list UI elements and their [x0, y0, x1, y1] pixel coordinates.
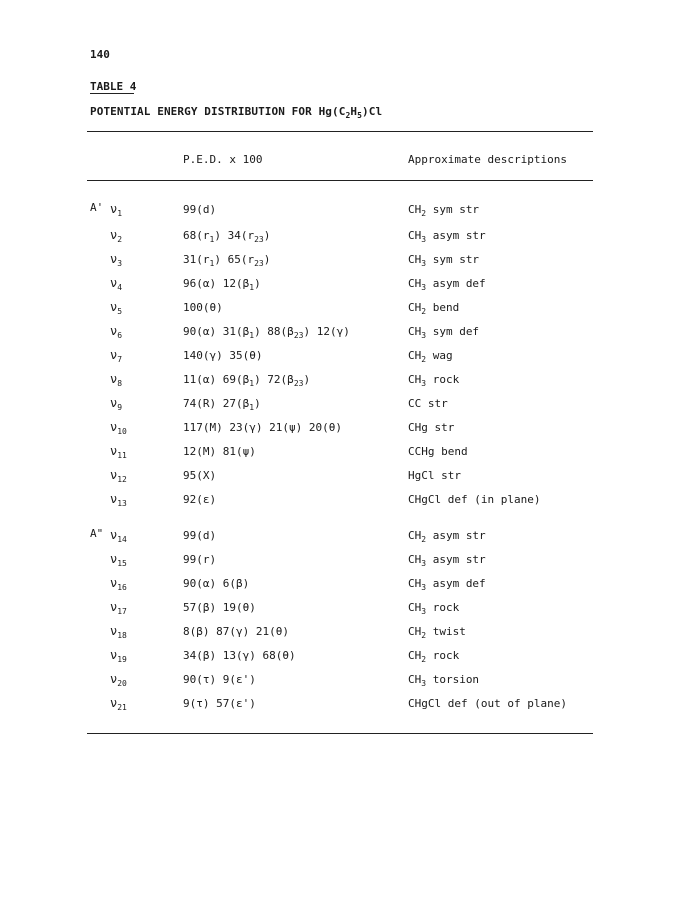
- mode-label: $\nu_{21}$: [110, 696, 127, 712]
- mode-label: $\nu_{17}$: [110, 600, 127, 616]
- mode-label: $\nu_3$: [110, 252, 123, 268]
- ped-cell: 12(M) 81(ψ): [183, 445, 256, 458]
- ped-cell: 11(α) $69(\beta_1)$ $72(\beta_{23})$: [183, 373, 311, 388]
- description-cell: $CH_3$ asym str: [408, 553, 486, 568]
- symmetry-species-a-double-prime: A": [90, 527, 104, 540]
- ped-cell: 99(d): [183, 529, 217, 542]
- mode-label: $\nu_{11}$: [110, 444, 127, 460]
- ped-cell: 34(β) 13(γ) 68(θ): [183, 649, 296, 662]
- symmetry-species-a-prime: A': [90, 201, 104, 214]
- mode-label: $\nu_{16}$: [110, 576, 127, 592]
- description-cell: CHgCl def (out of plane): [408, 697, 567, 710]
- ped-cell: 92(ε): [183, 493, 217, 506]
- description-cell: $CH_3$ asym def: [408, 277, 486, 292]
- description-cell: CC str: [408, 397, 448, 410]
- description-cell: CHg str: [408, 421, 455, 434]
- column-header-ped: P.E.D. x 100: [183, 153, 263, 166]
- mode-label: $\nu_4$: [110, 276, 123, 292]
- ped-cell: 57(β) 19(θ): [183, 601, 256, 614]
- ped-cell: 9(τ) 57(ε'): [183, 697, 256, 710]
- description-cell: $CH_3$ sym def: [408, 325, 480, 340]
- ped-cell: 90(τ) 9(ε'): [183, 673, 256, 686]
- description-cell: $CH_2$ wag: [408, 349, 453, 364]
- mode-label: $\nu_{14}$: [110, 528, 127, 544]
- description-cell: $CH_3$ torsion: [408, 673, 480, 688]
- ped-cell: 100(θ): [183, 301, 223, 314]
- description-cell: $CH_2$ bend: [408, 301, 460, 316]
- mode-label: $\nu_{12}$: [110, 468, 127, 484]
- mode-label: $\nu_5$: [110, 300, 123, 316]
- description-cell: $CH_3$ asym str: [408, 229, 486, 244]
- header-bottom-rule: [87, 180, 593, 181]
- ped-cell: 99(r): [183, 553, 217, 566]
- description-cell: $CH_2$ rock: [408, 649, 460, 664]
- description-cell: CHgCl def (in plane): [408, 493, 541, 506]
- ped-cell: $31(r_1)$ $65(r_{23})$: [183, 253, 271, 268]
- mode-label: $\nu_{15}$: [110, 552, 127, 568]
- table-label: TABLE 4: [90, 80, 137, 93]
- table-top-rule: [87, 131, 593, 132]
- mode-label: $\nu_1$: [110, 202, 123, 218]
- ped-cell: 99(d): [183, 203, 217, 216]
- description-cell: $CH_3$ asym def: [408, 577, 486, 592]
- mode-label: $\nu_{13}$: [110, 492, 127, 508]
- description-cell: $CH_2$ sym str: [408, 203, 480, 218]
- table-label-underline: [90, 93, 134, 94]
- ped-cell: 117(M) 23(γ) 21(ψ) 20(θ): [183, 421, 342, 434]
- mode-label: $\nu_7$: [110, 348, 123, 364]
- ped-cell: 95(X): [183, 469, 217, 482]
- description-cell: $CH_3$ rock: [408, 373, 460, 388]
- ped-cell: 74(R) $27(\beta_1)$: [183, 397, 261, 412]
- description-cell: CCHg bend: [408, 445, 468, 458]
- page-number: 140: [90, 48, 110, 61]
- description-cell: HgCl str: [408, 469, 461, 482]
- mode-label: $\nu_{10}$: [110, 420, 127, 436]
- mode-label: $\nu_{19}$: [110, 648, 127, 664]
- description-cell: $CH_2$ twist: [408, 625, 466, 640]
- ped-cell: 8(β) 87(γ) 21(θ): [183, 625, 289, 638]
- ped-cell: 140(γ) 35(θ): [183, 349, 263, 362]
- mode-label: $\nu_{20}$: [110, 672, 127, 688]
- ped-cell: $68(r_1)$ $34(r_{23})$: [183, 229, 271, 244]
- mode-label: $\nu_{18}$: [110, 624, 127, 640]
- mode-label: $\nu_9$: [110, 396, 123, 412]
- ped-cell: 96(α) $12(\beta_1)$: [183, 277, 261, 292]
- column-header-descriptions: Approximate descriptions: [408, 153, 567, 166]
- table-bottom-rule: [87, 733, 593, 734]
- description-cell: $CH_2$ asym str: [408, 529, 486, 544]
- description-cell: $CH_3$ sym str: [408, 253, 480, 268]
- table-title: POTENTIAL ENERGY DISTRIBUTION FOR $Hg(C_2H_5)Cl$: [90, 105, 383, 121]
- mode-label: $\nu_6$: [110, 324, 123, 340]
- ped-cell: 90(α) $31(\beta_1)$ $88(\beta_{23})$ 12(γ): [183, 325, 350, 340]
- ped-cell: 90(α) 6(β): [183, 577, 250, 590]
- mode-label: $\nu_2$: [110, 228, 123, 244]
- mode-label: $\nu_8$: [110, 372, 123, 388]
- description-cell: $CH_3$ rock: [408, 601, 460, 616]
